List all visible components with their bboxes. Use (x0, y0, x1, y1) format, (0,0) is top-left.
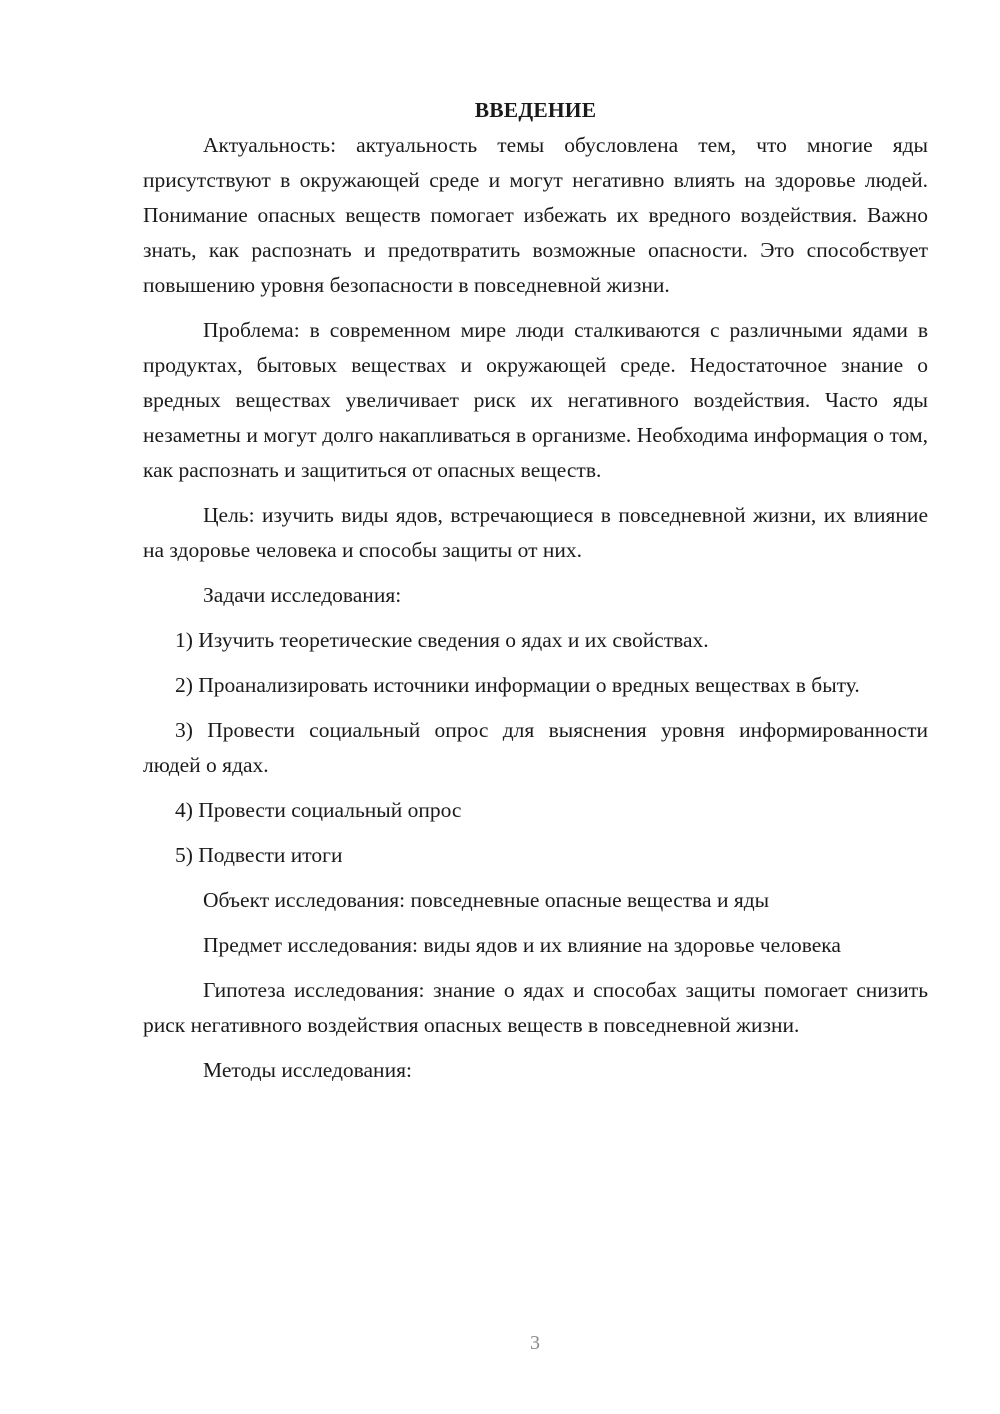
page-content (143, 93, 928, 1088)
paragraph-subject: Предмет исследования: виды ядов и их влияние на здоровье человека (203, 933, 841, 957)
task-item-3: 3) Провести социальный опрос для выяснения уровня информированности людей о ядах. (143, 718, 928, 777)
paragraph-object: Объект исследования: повседневные опасные вещества и яды (203, 888, 770, 912)
task-item-2: 2) Проанализировать источники информации о вредных веществах в быту. (175, 673, 860, 697)
paragraph-tasks-heading: Задачи исследования: (203, 583, 402, 607)
paragraph-hypothesis: Гипотеза исследования: знание о ядах и способах защиты помогает снизить риск негативного воздействия опасных веществ в повседневной жизни. (143, 978, 928, 1037)
page-number: 3 (530, 1332, 540, 1354)
paragraph-methods: Методы исследования: (203, 1058, 412, 1082)
paragraph-relevance: Актуальность: актуальность темы обусловлена тем, что многие яды присутствуют в окружающей среде и могут негативно влиять на здоровье людей. Понимание опасных веществ помогает избежать их вредного воздействия. Важно знать, как распознать и предотвратить возможные опасности. Это способствует повышению уровня безопасности в повседневной жизни. (143, 133, 928, 297)
section-title: ВВЕДЕНИЕ (474, 98, 597, 122)
paragraph-problem: Проблема: в современном мире люди сталкиваются с различными ядами в продуктах, бытовых веществах и окружающей среде. Недостаточное знание о вредных веществах увеличивает риск их негативного воздействия. Часто яды незаметны и могут долго накапливаться в организме. Необходима информация о том, как распознать и защититься от опасных веществ. (143, 318, 928, 482)
task-item-5: 5) Подвести итоги (175, 843, 343, 867)
task-item-4: 4) Провести социальный опрос (175, 798, 462, 822)
task-item-1: 1) Изучить теоретические сведения о ядах и их свойствах. (175, 628, 709, 652)
paragraph-goal: Цель: изучить виды ядов, встречающиеся в повседневной жизни, их влияние на здоровье человека и способы защиты от них. (143, 503, 928, 562)
